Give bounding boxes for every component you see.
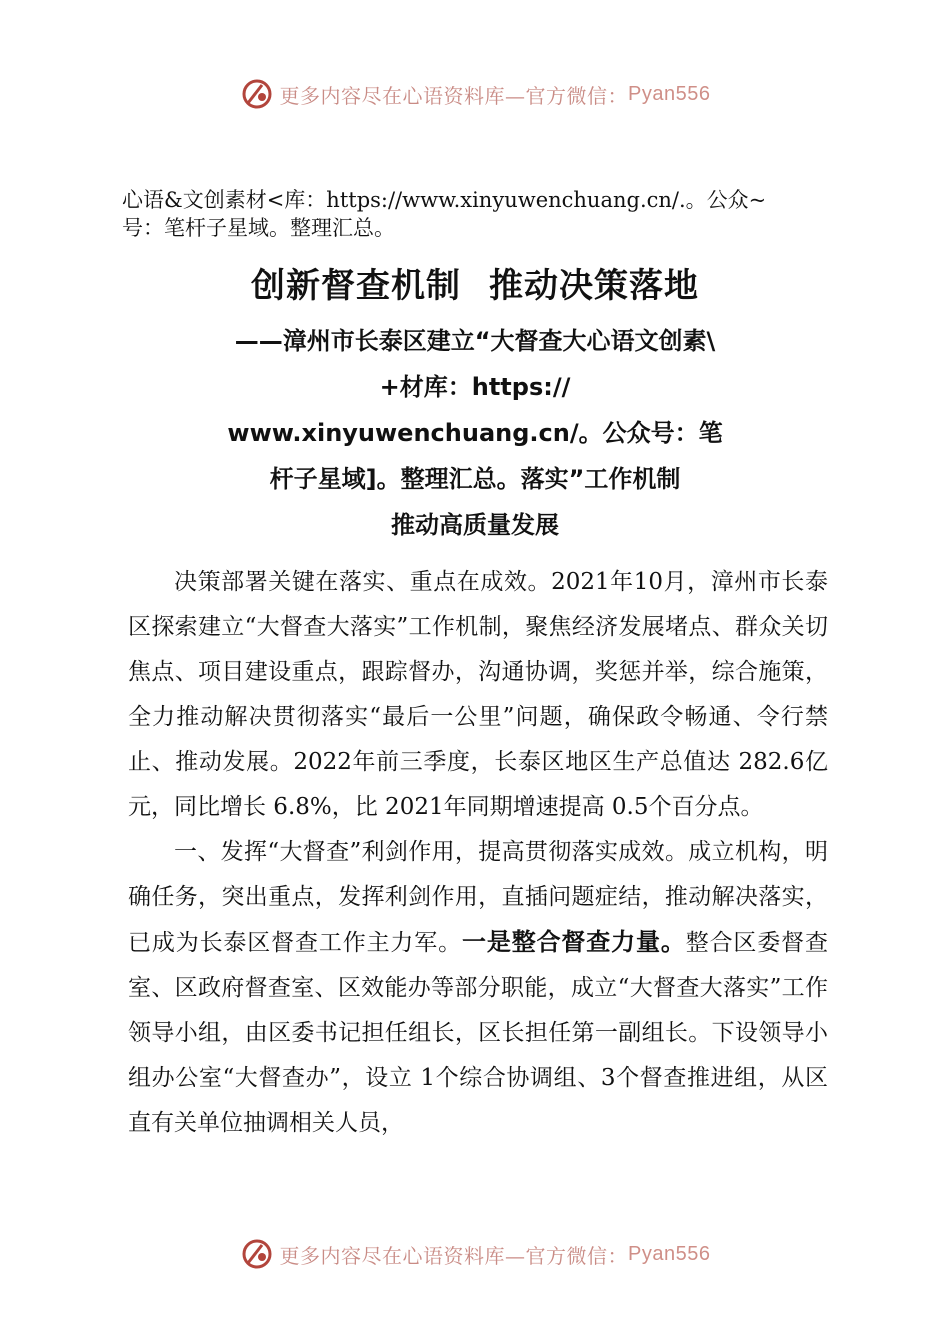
- paragraph-2-rest: 整合区委督查室、区政府督查室、区效能办等部分职能，成立“大督查大落实”工作领导小组，由区委书记担任组长，区长担任第一副组长。下设领导小组办公室“大督查办”，设立 1个综合协调组、3个督查推进组，从区直有关单位抽调相关人员，: [128, 930, 829, 1136]
- subtitle: [180, 318, 770, 548]
- title-part-2: 推动决策落地: [489, 266, 699, 306]
- subtitle-line: 杆子星域]。整理汇总。落实”工作机制: [269, 465, 681, 493]
- subtitle-line: +材库：https://: [379, 373, 571, 401]
- footer-watermark-banner: [0, 1232, 950, 1276]
- paragraph-2-lead: 一、发挥“大督查”利剑作用，提高贯彻落实成效。成立机构，明确任务，突出重点，发挥利剑作用，直插问题症结，推动解决落实，已成为长泰区督查工作主力军。: [128, 839, 828, 956]
- paragraph-1: 决策部署关键在落实、重点在成效。2021年10月，漳州市长泰区探索建立“大督查大落实”工作机制，聚焦经济发展堵点、群众关切焦点、项目建设重点，跟踪督办，沟通协调，奖惩并举，综合施策，全力推动解决贯彻落实“最后一公里”问题，确保政令畅通、令行禁止、推动发展。2022年前三季度，长泰区地区生产总值达 282.6亿元，同比增长 6.8%，比 2021年同期增速提高 0.5个百分点。: [128, 569, 828, 820]
- subtitle-line: www.xinyuwenchuang.cn/。公众号：笔: [227, 419, 723, 447]
- header-watermark-banner: [0, 72, 950, 116]
- paragraph-2-bold: 一是整合督查力量。: [462, 928, 686, 956]
- subtitle-line: ——漳州市长泰区建立“大督查大心语文创素\: [234, 327, 716, 355]
- logo-icon: [240, 77, 274, 111]
- banner-handle: Pyan556: [628, 82, 711, 105]
- intro-note: [122, 186, 842, 242]
- banner-handle: Pyan556: [628, 1242, 711, 1265]
- title-part-1: 创新督查机制: [251, 266, 461, 306]
- intro-line-2: 号：笔杆子星域。整理汇总。: [122, 216, 395, 240]
- banner-text: 更多内容尽在心语资料库—官方微信：: [279, 1243, 629, 1268]
- subtitle-line: 推动高质量发展: [391, 511, 559, 539]
- logo-icon: [240, 1237, 274, 1271]
- page-title: [0, 258, 950, 307]
- paragraph-2: [128, 830, 828, 1146]
- banner-text: 更多内容尽在心语资料库—官方微信：: [279, 83, 629, 108]
- article-body: [128, 560, 828, 1146]
- intro-line-1: 心语&文创素材<库：https://www.xinyuwenchuang.cn/.。公众~: [122, 188, 767, 212]
